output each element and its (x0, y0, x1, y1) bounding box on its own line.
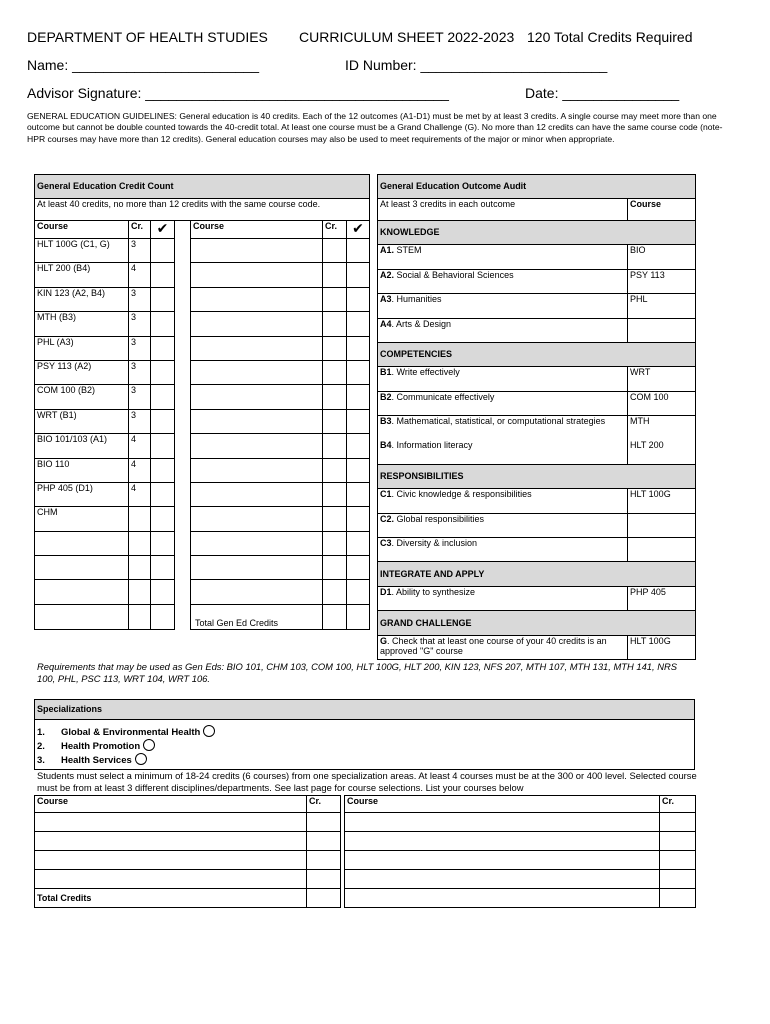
table-row (35, 889, 696, 908)
audit-section-header (378, 342, 696, 366)
outcome-text: . Information literacy (391, 440, 473, 451)
outcome-text: . Check that at least one course of your 40 credits is an approved "G" course (380, 635, 607, 657)
table-row (35, 360, 370, 384)
audit-row (378, 416, 696, 465)
credit-cell[interactable]: 3 (129, 360, 151, 384)
col-course: Course (345, 796, 660, 813)
table-row (35, 870, 696, 889)
audit-row (378, 367, 696, 391)
checkbox-cell[interactable] (151, 482, 175, 506)
credit-cell-2[interactable] (323, 531, 347, 555)
specialization-label: Health Promotion (61, 740, 141, 752)
credit-cell-2[interactable] (323, 385, 347, 409)
audit-section-label: RESPONSIBILITIES (378, 464, 696, 488)
outcome-course-cell[interactable]: COM 100 (628, 391, 696, 415)
course-cell[interactable]: PSY 113 (A2) (35, 360, 129, 384)
advisor-signature-field[interactable]: Advisor Signature: _______________________________________ (27, 85, 449, 101)
outcome-course-cell[interactable]: PHP 405 (628, 586, 696, 610)
audit-section-header (378, 464, 696, 488)
gen-ed-credit-table (34, 174, 370, 630)
gen-ed-guidelines: GENERAL EDUCATION GUIDELINES: General education is 40 credits. Each of the 12 outcomes (A1-D1) must be met by at least 3 credits. A single course may meet more than one outcome but cannot be double counted towards the 40-credit total. At least one course must be a Grand Challenge (G). No more than 12 credits can have the same course code (note- HPR courses may have more than 12 credits). General education courses may also be used to meet requirements of the major or minor when appropriate. (27, 111, 723, 144)
specializations-title: Specializations (35, 700, 695, 720)
gen-ed-title: General Education Credit Count (35, 175, 370, 199)
outcome-course-cell[interactable] (628, 513, 696, 537)
outcome-text: . Civic knowledge & responsibilities (391, 489, 532, 500)
outcome-cell (378, 269, 628, 293)
checkbox-cell-2[interactable] (347, 287, 370, 311)
checkbox-cell-2[interactable] (347, 409, 370, 433)
course-cell-2[interactable] (191, 507, 323, 531)
audit-row (378, 489, 696, 513)
col-course: Course (35, 796, 307, 813)
course-cell[interactable]: HLT 200 (B4) (35, 263, 129, 287)
outcome-code: C2. (380, 513, 395, 524)
table-row (35, 556, 370, 580)
credit-cell[interactable]: 4 (129, 263, 151, 287)
outcome-text: . Humanities (391, 294, 442, 305)
table-row (35, 604, 370, 629)
credit-cell-2[interactable] (660, 813, 696, 832)
table-row (35, 458, 370, 482)
checkbox-cell[interactable] (151, 312, 175, 336)
course-cell[interactable] (35, 531, 129, 555)
outcome-course-cell[interactable] (628, 416, 696, 465)
check-icon-2: ✔ (347, 221, 370, 239)
checkbox-cell-2[interactable] (347, 604, 370, 629)
course-cell-2[interactable] (191, 385, 323, 409)
credit-cell[interactable]: 3 (129, 336, 151, 360)
audit-section-label: KNOWLEDGE (378, 221, 696, 245)
outcome-course-cell[interactable]: HLT 100G (628, 489, 696, 513)
outcome-cell (378, 245, 628, 269)
outcome-cell (378, 513, 628, 537)
outcome-code: C3 (380, 538, 392, 549)
department-title: DEPARTMENT OF HEALTH STUDIES (27, 29, 268, 45)
outcome-cell (378, 294, 628, 318)
credit-cell[interactable]: 3 (129, 312, 151, 336)
credit-cell-2[interactable] (323, 360, 347, 384)
audit-row (378, 538, 696, 562)
outcome-text: Social & Behavioral Sciences (394, 269, 514, 280)
table-row (35, 796, 696, 813)
outcome-code: B4 (380, 440, 392, 451)
audit-section-label: INTEGRATE AND APPLY (378, 562, 696, 586)
outcome-text: . Arts & Design (391, 318, 452, 329)
audit-row (378, 513, 696, 537)
audit-section-label: GRAND CHALLENGE (378, 611, 696, 635)
audit-section-header (378, 562, 696, 586)
credit-cell-2[interactable] (323, 409, 347, 433)
checkbox-cell[interactable] (151, 385, 175, 409)
outcome-course-cell[interactable] (628, 538, 696, 562)
checkbox-cell-2[interactable] (347, 336, 370, 360)
outcome-code: G (380, 635, 388, 646)
credit-cell[interactable] (129, 531, 151, 555)
outcome-text: . Write effectively (391, 367, 460, 378)
outcome-course-2[interactable]: HLT 200 (630, 440, 664, 451)
course-cell[interactable]: COM 100 (B2) (35, 385, 129, 409)
outcome-course-cell[interactable]: HLT 100G (628, 635, 696, 659)
credit-cell-2[interactable] (323, 336, 347, 360)
checkbox-cell[interactable] (151, 580, 175, 604)
specialization-label: Global & Environmental Health (61, 726, 201, 738)
outcome-code: D1 (380, 586, 392, 597)
outcome-cell (378, 416, 628, 465)
course-cell-2[interactable] (191, 434, 323, 458)
outcome-code: A2. (380, 269, 395, 280)
checkbox-cell-2[interactable] (347, 531, 370, 555)
outcome-cell (378, 367, 628, 391)
outcome-code: A4 (380, 318, 392, 329)
outcome-audit-table (377, 174, 696, 660)
audit-row (378, 391, 696, 415)
checkbox-cell-2[interactable] (347, 312, 370, 336)
radio-circle-icon[interactable] (135, 753, 147, 765)
audit-section-header (378, 611, 696, 635)
gen-ed-note: At least 40 credits, no more than 12 credits with the same course code. (35, 199, 370, 221)
table-row (35, 851, 696, 870)
course-cell-2[interactable] (345, 851, 660, 870)
table-row (35, 580, 370, 604)
checkbox-cell[interactable] (151, 531, 175, 555)
col-course-2: Course (191, 221, 323, 239)
outcome-cell (378, 635, 628, 659)
course-cell[interactable]: WRT (B1) (35, 409, 129, 433)
checkbox-cell[interactable] (151, 434, 175, 458)
course-cell[interactable]: BIO 101/103 (A1) (35, 434, 129, 458)
course-cell[interactable] (35, 604, 129, 629)
outcome-cell (378, 391, 628, 415)
course-cell[interactable]: BIO 110 (35, 458, 129, 482)
outcome-cell (378, 489, 628, 513)
outcome-course-cell[interactable]: BIO (628, 245, 696, 269)
checkbox-cell[interactable] (151, 556, 175, 580)
specializations-list (35, 720, 695, 770)
credit-cell[interactable] (307, 813, 341, 832)
checkbox-cell-2[interactable] (347, 458, 370, 482)
radio-circle-icon[interactable] (143, 739, 155, 751)
outcome-code: C1 (380, 489, 392, 500)
gen-ed-requirements-note: Requirements that may be used as Gen Eds: BIO 101, CHM 103, COM 100, HLT 100G, HLT 200, KIN 123, NFS 207, MTH 107, MTH 131, MTH 141, NRS 100, PHL, PSC 113, WRT 104, WRT 106. (37, 661, 678, 685)
audit-row (378, 269, 696, 293)
credit-cell-2[interactable] (660, 832, 696, 851)
specialization-number: 1. (37, 726, 45, 738)
col-cr-2: Cr. (323, 221, 347, 239)
check-icon: ✔ (151, 221, 175, 239)
credit-cell[interactable]: 4 (129, 482, 151, 506)
credit-cell[interactable]: 4 (129, 434, 151, 458)
course-cell[interactable] (35, 832, 307, 851)
course-cell-2[interactable] (191, 531, 323, 555)
checkbox-cell[interactable] (151, 360, 175, 384)
course-cell[interactable]: MTH (B3) (35, 312, 129, 336)
checkbox-cell-2[interactable] (347, 239, 370, 263)
course-cell[interactable]: HLT 100G (C1, G) (35, 239, 129, 263)
specialization-option[interactable] (37, 725, 692, 739)
outcome-text: . Diversity & inclusion (391, 538, 478, 549)
credit-cell[interactable] (129, 604, 151, 629)
table-row (35, 813, 696, 832)
outcome-code: B2 (380, 391, 392, 402)
date-field[interactable]: Date: _______________ (525, 85, 680, 101)
col-course: Course (35, 221, 129, 239)
course-cell[interactable]: PHL (A3) (35, 336, 129, 360)
credit-cell[interactable]: 3 (129, 287, 151, 311)
total-gen-ed-credits[interactable]: Total Gen Ed Credits (191, 604, 323, 629)
checkbox-cell[interactable] (151, 239, 175, 263)
audit-row (378, 245, 696, 269)
credit-cell-2[interactable] (323, 556, 347, 580)
outcome-cell (378, 538, 628, 562)
table-row (35, 263, 370, 287)
credit-cell-2[interactable] (323, 312, 347, 336)
course-cell-2[interactable] (191, 336, 323, 360)
credit-cell[interactable] (129, 507, 151, 531)
specialization-label: Health Services (61, 754, 132, 766)
course-cell-2[interactable] (345, 813, 660, 832)
credit-cell-2[interactable] (323, 482, 347, 506)
checkbox-cell-2[interactable] (347, 580, 370, 604)
course-cell-2[interactable] (191, 312, 323, 336)
credits-required: 120 Total Credits Required (527, 29, 693, 45)
table-row (35, 482, 370, 506)
course-cell[interactable] (35, 851, 307, 870)
audit-subtitle: At least 3 credits in each outcome (378, 199, 628, 221)
course-cell[interactable] (35, 580, 129, 604)
credit-cell-2[interactable] (323, 458, 347, 482)
specialization-option[interactable] (37, 739, 692, 753)
col-cr: Cr. (129, 221, 151, 239)
credit-cell[interactable]: 3 (129, 239, 151, 263)
checkbox-cell[interactable] (151, 336, 175, 360)
outcome-text: . Communicate effectively (391, 391, 495, 402)
outcome-code: A3 (380, 294, 392, 305)
audit-row (378, 586, 696, 610)
checkbox-cell-2[interactable] (347, 360, 370, 384)
credit-cell[interactable]: 3 (129, 409, 151, 433)
checkbox-cell[interactable] (151, 507, 175, 531)
credit-cell[interactable] (129, 580, 151, 604)
col-cr: Cr. (660, 796, 696, 813)
course-cell-2[interactable] (191, 360, 323, 384)
credit-cell[interactable] (129, 556, 151, 580)
course-cell-2[interactable] (191, 556, 323, 580)
course-cell[interactable] (35, 556, 129, 580)
specialization-number: 2. (37, 740, 45, 752)
credit-cell[interactable] (307, 889, 341, 908)
specialization-number: 3. (37, 754, 45, 766)
course-cell[interactable]: PHP 405 (D1) (35, 482, 129, 506)
specialization-course-table (34, 795, 696, 908)
checkbox-cell[interactable] (151, 604, 175, 629)
table-row (35, 385, 370, 409)
checkbox-cell[interactable] (151, 287, 175, 311)
course-cell-2[interactable] (345, 832, 660, 851)
course-cell-2[interactable] (191, 458, 323, 482)
course-cell-2[interactable] (191, 263, 323, 287)
table-row (35, 239, 370, 263)
specialization-note: Students must select a minimum of 18-24 credits (6 courses) from one specialization areas. At least 4 courses must be at the 300 or 400 level. Selected course must be from at least 3 different disciplines/departments. See last page for course selections. List your courses below (37, 770, 697, 794)
course-cell[interactable]: CHM (35, 507, 129, 531)
credit-cell-2[interactable] (660, 870, 696, 889)
audit-col-course: Course (628, 199, 696, 221)
credit-cell-2[interactable] (323, 507, 347, 531)
table-row (35, 409, 370, 433)
checkbox-cell-2[interactable] (347, 507, 370, 531)
outcome-course-cell[interactable] (628, 318, 696, 342)
table-row (35, 507, 370, 531)
course-cell-2[interactable] (191, 580, 323, 604)
table-row (35, 336, 370, 360)
checkbox-cell-2[interactable] (347, 385, 370, 409)
id-number-field[interactable]: ID Number: ________________________ (345, 57, 608, 73)
checkbox-cell[interactable] (151, 458, 175, 482)
specializations-table (34, 699, 695, 770)
credit-cell-2[interactable] (323, 287, 347, 311)
audit-row (378, 318, 696, 342)
outcome-course-cell[interactable]: WRT (628, 367, 696, 391)
checkbox-cell-2[interactable] (347, 434, 370, 458)
credit-cell[interactable] (307, 851, 341, 870)
checkbox-cell-2[interactable] (347, 482, 370, 506)
credit-cell[interactable]: 4 (129, 458, 151, 482)
table-row (35, 531, 370, 555)
course-cell[interactable] (35, 870, 307, 889)
course-cell-2[interactable] (191, 409, 323, 433)
outcome-code: A1. (380, 245, 395, 256)
course-cell-2[interactable] (191, 239, 323, 263)
checkbox-cell[interactable] (151, 263, 175, 287)
course-cell-2[interactable] (191, 482, 323, 506)
total-credits-label: Total Credits (35, 889, 307, 908)
outcome-cell (378, 318, 628, 342)
course-cell-2[interactable] (345, 870, 660, 889)
credit-cell[interactable]: 3 (129, 385, 151, 409)
outcome-course-cell[interactable]: PHL (628, 294, 696, 318)
credit-cell-2[interactable] (323, 434, 347, 458)
credit-cell[interactable] (307, 832, 341, 851)
credit-cell-2[interactable] (660, 851, 696, 870)
sheet-title: CURRICULUM SHEET 2022-2023 (299, 29, 515, 45)
name-field[interactable]: Name: ________________________ (27, 57, 259, 73)
col-cr: Cr. (307, 796, 341, 813)
outcome-text: STEM (394, 245, 422, 256)
audit-row (378, 635, 696, 659)
checkbox-cell[interactable] (151, 409, 175, 433)
checkbox-cell-2[interactable] (347, 556, 370, 580)
course-cell[interactable]: KIN 123 (A2, B4) (35, 287, 129, 311)
credit-cell-2[interactable] (660, 889, 696, 908)
course-cell[interactable] (35, 813, 307, 832)
table-row (35, 832, 696, 851)
outcome-text: . Ability to synthesize (391, 586, 476, 597)
audit-title: General Education Outcome Audit (378, 175, 696, 199)
table-row (35, 287, 370, 311)
outcome-text: . Mathematical, statistical, or computational strategies (391, 416, 606, 427)
table-row (35, 434, 370, 458)
outcome-text: Global responsibilities (394, 513, 485, 524)
outcome-cell (378, 586, 628, 610)
audit-section-header (378, 221, 696, 245)
course-cell-2[interactable] (191, 287, 323, 311)
audit-row (378, 294, 696, 318)
audit-section-label: COMPETENCIES (378, 342, 696, 366)
outcome-course-cell[interactable]: PSY 113 (628, 269, 696, 293)
credit-cell-2[interactable] (323, 263, 347, 287)
table-row (35, 312, 370, 336)
checkbox-cell-2[interactable] (347, 263, 370, 287)
credit-cell[interactable] (307, 870, 341, 889)
outcome-course[interactable]: MTH (630, 416, 650, 427)
radio-circle-icon[interactable] (203, 725, 215, 737)
course-cell-2[interactable] (345, 889, 660, 908)
specialization-option[interactable] (37, 753, 692, 767)
outcome-code: B3 (380, 416, 392, 427)
credit-cell-2[interactable] (323, 580, 347, 604)
credit-cell-2[interactable] (323, 604, 347, 629)
credit-cell-2[interactable] (323, 239, 347, 263)
outcome-code: B1 (380, 367, 392, 378)
